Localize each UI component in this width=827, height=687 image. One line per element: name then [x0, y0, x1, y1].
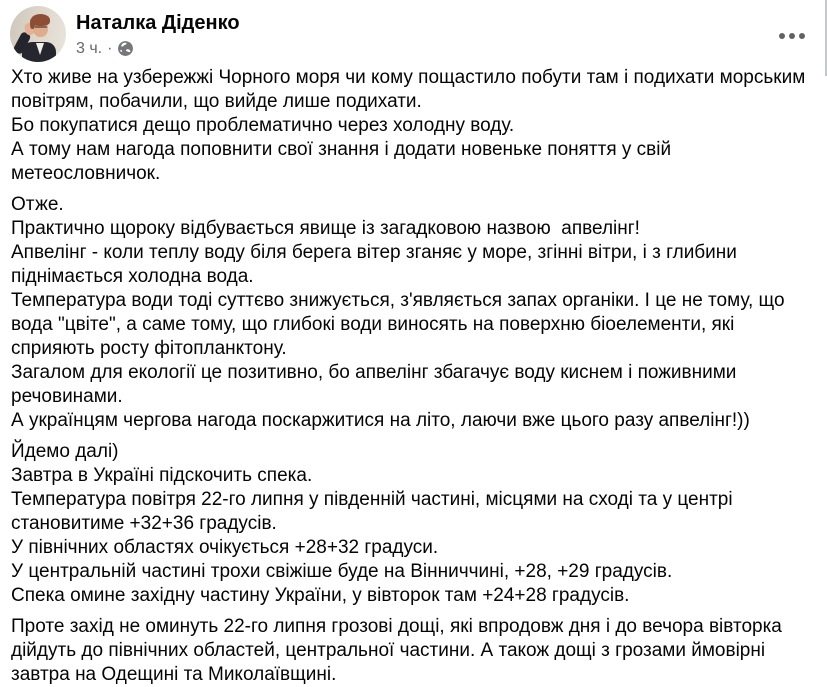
post-text-line: Завтра в Україні підскочить спека. [11, 465, 313, 486]
post-options-button[interactable] [775, 28, 809, 44]
post-paragraph [11, 440, 813, 608]
avatar-glasses [35, 26, 47, 31]
post-text-line: Температура води тоді суттєво знижується, з'являється запах органіки. І це не тому, що вода "цвіте", а саме тому, що глибокі води виносять на поверхню біоелементи, які сприяють росту фітопланктону. [11, 290, 790, 359]
post-text-line: А українцям чергова нагода поскаржитися на літо, лаючи вже цього разу апвелінг!)) [11, 410, 750, 431]
post-text-line: Практично щороку відбувається явище із загадковою назвою апвелінг! [11, 218, 640, 239]
post-header [0, 0, 827, 62]
ellipsis-icon [799, 33, 805, 39]
post-paragraph [11, 615, 813, 687]
post-text-line: Проте захід не оминуть 22-го липня грозові дощі, які впродовж дня і до вечора вівторка дійдуть до північних областей, центральної частини. А також дощі з грозами ймовірні завтра на Одещині та Миколаївщині. [11, 616, 788, 685]
timestamp[interactable]: 3 ч. [76, 40, 103, 57]
post-text-line: У північних областях очікується +28+32 градуси. [11, 537, 439, 558]
post-paragraph [11, 66, 813, 186]
meta-separator: · [107, 40, 113, 57]
post-text-line: Температура повітря 22-го липня у південній частині, місцями на сході та у центрі становитиме +32+36 градусів. [11, 489, 738, 534]
post-text-line: Хто живе на узбережжі Чорного моря чи кому пощастило побути там і подихати морським повітрям, побачили, що вийде лише подихати. [11, 67, 811, 112]
profile-avatar[interactable] [10, 6, 66, 62]
post-text-line: Загалом для екології це позитивно, бо апвелінг збагачує воду киснем і поживними речовинами. [11, 362, 742, 407]
post-text-line: Апвелінг - коли теплу воду біля берега вітер зганяє у море, згінні вітри, і з глибини піднімається холодна вода. [11, 242, 743, 287]
post-meta-row [76, 40, 240, 57]
post-text-line: У центральній частині трохи свіжіше буде на Вінниччині, +28, +29 градусів. [11, 561, 673, 582]
ellipsis-icon [779, 33, 785, 39]
post-paragraph [11, 193, 813, 433]
post-text-line: А тому нам нагода поповнити свої знання і додати новеньке поняття у свій метеословничок. [11, 139, 677, 184]
post-text-line: Бо покупатися дещо проблематично через холодну воду. [11, 115, 515, 136]
ellipsis-icon [789, 33, 795, 39]
post-text-line: Спека омине західну частину України, у вівторок там +24+28 градусів. [11, 585, 630, 606]
post-header-meta [76, 12, 240, 57]
globe-icon [117, 40, 134, 57]
post-text [0, 62, 827, 687]
author-name[interactable]: Наталка Діденко [76, 12, 240, 34]
post-text-line: Отже. [11, 194, 64, 215]
post-text-line: Йдемо далі) [11, 441, 119, 462]
avatar-hair [31, 14, 50, 26]
